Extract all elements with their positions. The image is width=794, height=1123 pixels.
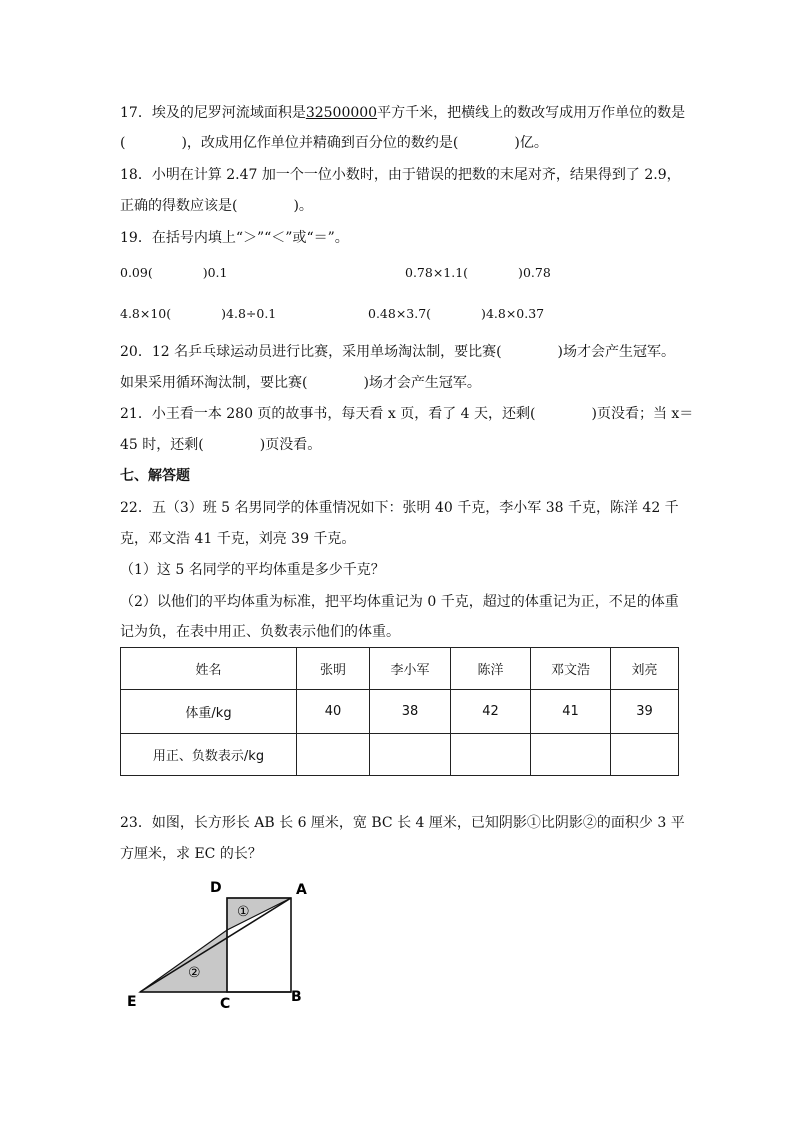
table-row-signed bbox=[121, 734, 679, 776]
table-cell-blank[interactable] bbox=[531, 734, 611, 776]
label-c: C bbox=[220, 996, 231, 1012]
table-row-weights bbox=[121, 690, 679, 734]
table-cell-blank[interactable] bbox=[611, 734, 679, 776]
label-region-2: ② bbox=[188, 965, 201, 981]
q17-text-after: 平方千米，把横线上的数改写成用万作单位的数是 bbox=[377, 105, 686, 121]
q17-underlined-number: 32500000 bbox=[305, 105, 378, 121]
table-cell: 刘亮 bbox=[611, 648, 679, 690]
table-cell-blank[interactable] bbox=[297, 734, 370, 776]
weights-table bbox=[120, 647, 679, 776]
q20-line2: 如果采用循环淘汰制，要比赛( )场才会产生冠军。 bbox=[120, 375, 481, 391]
q19-item-1: 0.09( )0.1 bbox=[120, 265, 228, 280]
q18-line2: 正确的得数应该是( )。 bbox=[120, 198, 313, 214]
q21-line1: 21．小王看一本 280 页的故事书，每天看 x 页，看了 4 天，还剩( )页没看；当 x＝ bbox=[120, 406, 694, 422]
q17-line1 bbox=[120, 103, 685, 123]
q18-line1: 18．小明在计算 2.47 加一个一位小数时，由于错误的把数的末尾对齐，结果得到了 2.9， bbox=[120, 167, 681, 183]
q22-sub1: （1）这 5 名同学的平均体重是多少千克？ bbox=[120, 562, 385, 578]
q21-line2: 45 时，还剩( )页没看。 bbox=[120, 437, 322, 453]
label-e: E bbox=[127, 994, 137, 1010]
q22-sub2-line2: 记为负，在表中用正、负数表示他们的体重。 bbox=[120, 624, 400, 640]
q22-line1: 22．五（3）班 5 名男同学的体重情况如下：张明 40 千克，李小军 38 千克，陈洋 42 千 bbox=[120, 500, 679, 516]
q19-prompt: 19．在括号内填上“＞”“＜”或“＝”。 bbox=[120, 230, 349, 246]
table-cell: 41 bbox=[531, 690, 611, 734]
table-cell: 用正、负数表示/kg bbox=[121, 734, 297, 776]
q22-sub2-line1: （2）以他们的平均体重为标准，把平均体重记为 0 千克，超过的体重记为正，不足的体重 bbox=[120, 594, 679, 610]
table-cell: 39 bbox=[611, 690, 679, 734]
q17-text-before: 17．埃及的尼罗河流域面积是 bbox=[120, 105, 306, 121]
table-cell: 38 bbox=[370, 690, 451, 734]
table-cell: 邓文浩 bbox=[531, 648, 611, 690]
table-cell: 陈洋 bbox=[451, 648, 531, 690]
label-b: B bbox=[291, 989, 302, 1005]
q22-line2: 克，邓文浩 41 千克，刘亮 39 千克。 bbox=[120, 531, 356, 547]
q23-line2: 方厘米，求 EC 的长？ bbox=[120, 846, 262, 862]
q23-line1: 23．如图，长方形长 AB 长 6 厘米，宽 BC 长 4 厘米，已知阴影①比阴影②的面积少 3 平 bbox=[120, 815, 685, 831]
shaded-region-2 bbox=[140, 930, 227, 992]
table-cell-blank[interactable] bbox=[451, 734, 531, 776]
q19-item-4: 0.48×3.7( )4.8×0.37 bbox=[368, 306, 545, 321]
table-cell: 李小军 bbox=[370, 648, 451, 690]
table-cell: 42 bbox=[451, 690, 531, 734]
geometry-figure bbox=[110, 872, 330, 1012]
q20-line1: 20．12 名乒乓球运动员进行比赛，采用单场淘汰制，要比赛( )场才会产生冠军。 bbox=[120, 344, 676, 360]
table-cell: 40 bbox=[297, 690, 370, 734]
table-cell: 体重/kg bbox=[121, 690, 297, 734]
section-heading: 七、解答题 bbox=[120, 468, 190, 484]
table-row-header bbox=[121, 648, 679, 690]
table-cell: 姓名 bbox=[121, 648, 297, 690]
q17-line2: ( )，改成用亿作单位并精确到百分位的数约是( )亿。 bbox=[120, 135, 548, 151]
q19-item-3: 4.8×10( )4.8÷0.1 bbox=[120, 306, 277, 321]
label-region-1: ① bbox=[237, 904, 250, 920]
q19-item-2: 0.78×1.1( )0.78 bbox=[405, 265, 551, 280]
table-cell: 张明 bbox=[297, 648, 370, 690]
label-a: A bbox=[296, 882, 307, 898]
label-d: D bbox=[210, 880, 222, 896]
table-cell-blank[interactable] bbox=[370, 734, 451, 776]
